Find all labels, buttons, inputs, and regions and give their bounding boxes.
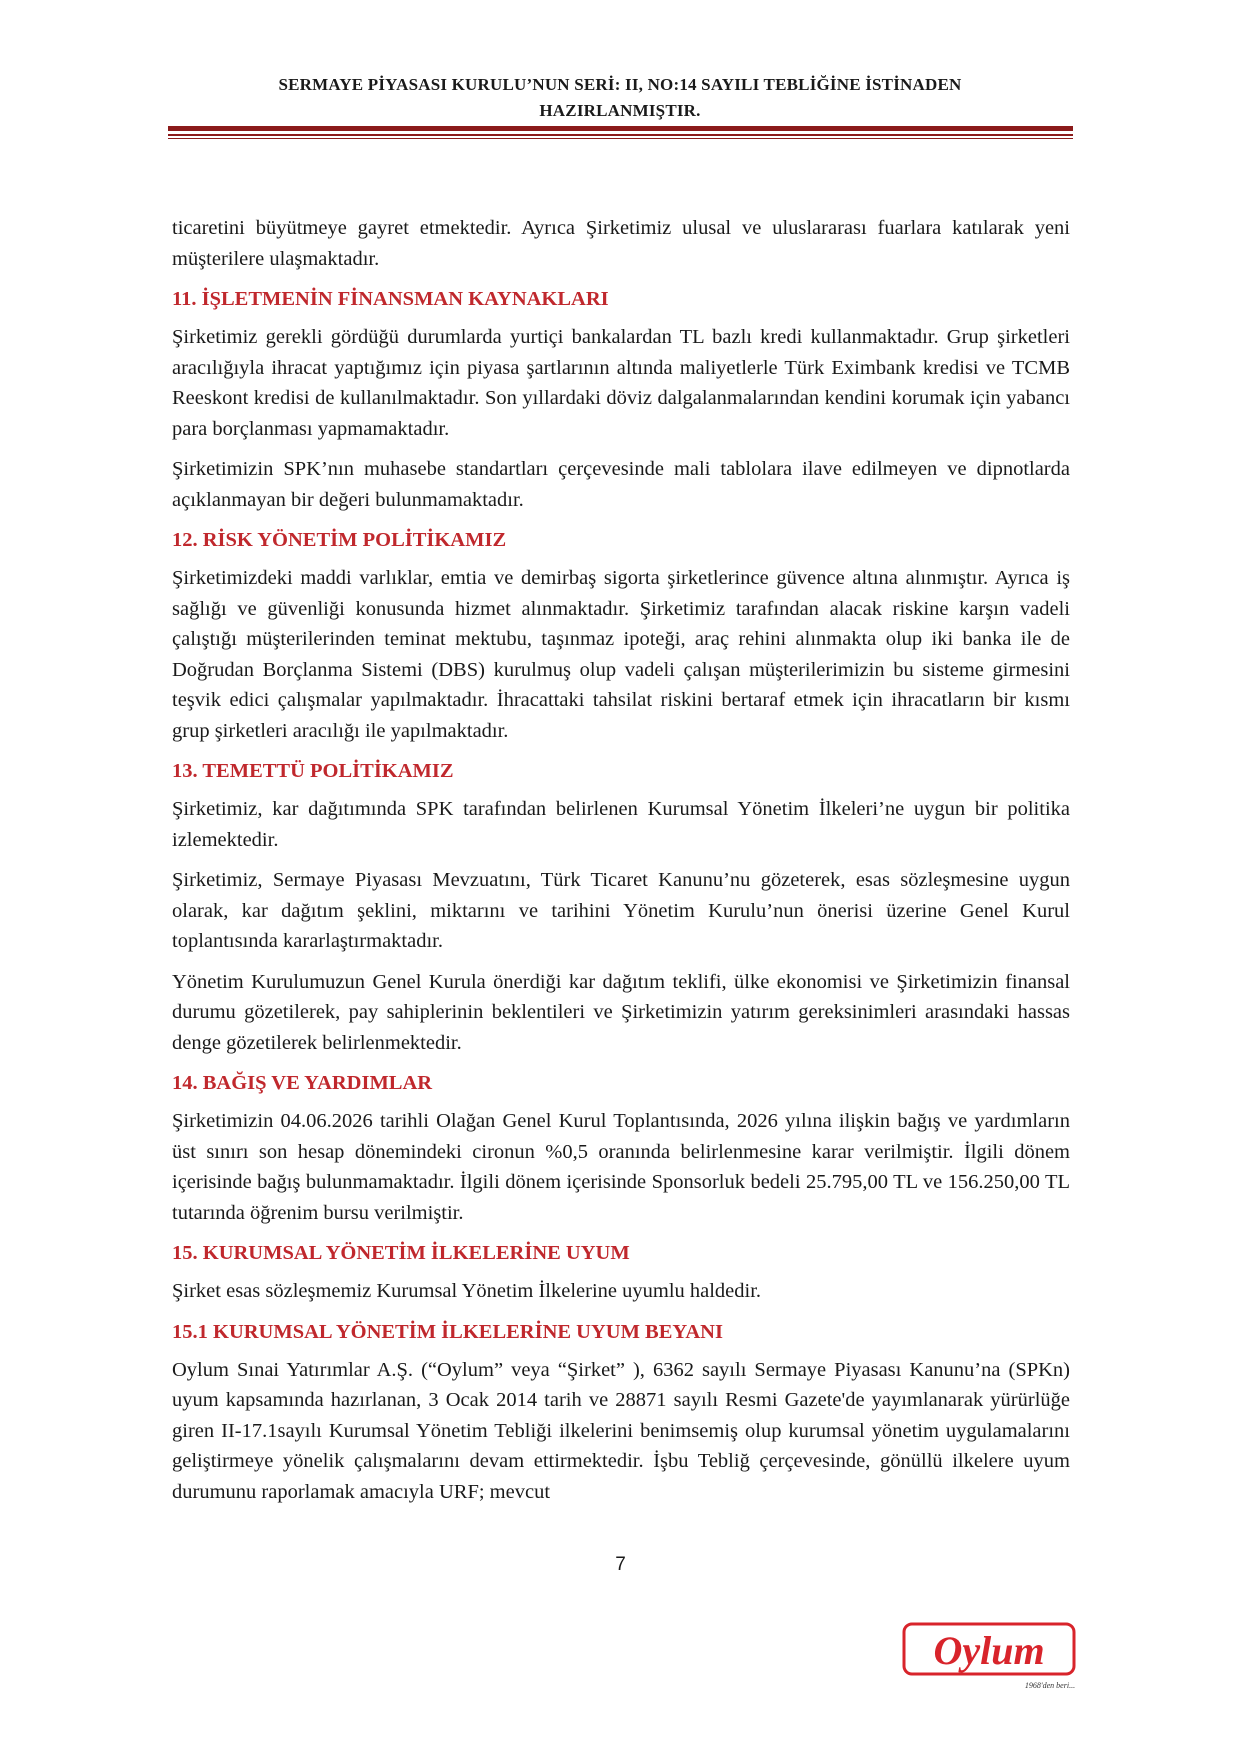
paragraph: Şirketimizin SPK’nın muhasebe standartları çerçevesinde mali tablolara ilave edilmeyen ve dipnotlarda açıklanmayan bir değeri bulunmamaktadır. (172, 458, 1070, 511)
paragraph: Şirketimiz, Sermaye Piyasası Mevzuatını, Türk Ticaret Kanunu’nu gözeterek, esas sözleşmesine uygun olarak, kar dağıtım şeklini, miktarını ve tarihini Yönetim Kurulu’nun önerisi üzerine Genel Kurul toplantısında kararlaştırmaktadır. (172, 869, 1070, 952)
logo-wordmark: Oylum (933, 1628, 1045, 1673)
paragraph: Şirketimizdeki maddi varlıklar, emtia ve demirbaş sigorta şirketlerince güvence altına alınmıştır. Ayrıca iş sağlığı ve güvenliği konusunda hizmet alınmaktadır. Şirketimiz tarafından alacak riskine karşın vadeli çalıştığı müşterilerinden teminat mektubu, taşınmaz ipoteği, araç rehini alınmakta olup iki banka ile de Doğrudan Borçlanma Sistemi (DBS) kurulmuş olup vadeli çalışan müşterilerimizin bu sisteme girmesini teşvik edici çalışmalar yapılmaktadır. İhracattaki tahsilat riskini bertaraf etmek için ihracatların bir kısmı grup şirketleri aracılığı ile yapılmaktadır. (172, 567, 1070, 742)
section-heading-14: 14. BAĞIŞ VE YARDIMLAR (172, 1072, 433, 1094)
section-heading-15-1: 15.1 KURUMSAL YÖNETİM İLKELERİNE UYUM BEYANI (172, 1320, 723, 1343)
logo-tagline: 1968'den beri... (1024, 1681, 1076, 1690)
paragraph: Şirket esas sözleşmemiz Kurumsal Yönetim İlkelerine uyumlu haldedir. (172, 1280, 762, 1302)
oylum-logo (900, 1612, 1080, 1692)
section-heading-15: 15. KURUMSAL YÖNETİM İLKELERİNE UYUM (172, 1242, 630, 1264)
page-number: 7 (615, 1554, 626, 1575)
section-heading-11: 11. İŞLETMENİN FİNANSMAN KAYNAKLARI (172, 288, 609, 310)
paragraph: ticaretini büyütmeye gayret etmektedir. Ayrıca Şirketimiz ulusal ve uluslararası fuarlara katılarak yeni müşterilere ulaşmaktadır. (172, 217, 1070, 270)
header-rule-thin (168, 138, 1073, 139)
header-line-2: HAZIRLANMIŞTIR. (539, 101, 701, 120)
document-body (172, 213, 1070, 1517)
paragraph: Yönetim Kurulumuzun Genel Kurula önerdiği kar dağıtım teklifi, ülke ekonomisi ve Şirketimizin finansal durumu gözetilerek, pay sahiplerinin beklentileri ve Şirketimizin yatırım gereksinimleri arasındaki hassas denge gözetilerek belirlenmektedir. (172, 970, 1070, 1054)
section-heading-12: 12. RİSK YÖNETİM POLİTİKAMIZ (172, 529, 507, 551)
paragraph: Oylum Sınai Yatırımlar A.Ş. (“Oylum” veya “Şirket” ), 6362 sayılı Sermaye Piyasası Kanunu’na (SPKn) uyum kapsamında hazırlanan, 3 Ocak 2014 tarih ve 28871 sayılı Resmi Gazete'de yayımlanarak yürürlüğe giren II-17.1sayılı Kurumsal Yönetim Tebliği ilkelerini benimsemiş olup kurumsal yönetim uygulamalarını geliştirmeye yönelik çalışmalarını devam ettirmektedir. İşbu Tebliğ çerçevesinde, gönüllü ilkelere uyum durumunu raporlamak amacıyla URF; mevcut (172, 1358, 1070, 1503)
section-heading-13: 13. TEMETTÜ POLİTİKAMIZ (172, 760, 454, 782)
header-line-1: SERMAYE PİYASASI KURULU’NUN SERİ: II, NO:14 SAYILI TEBLİĞİNE İSTİNADEN (278, 75, 962, 94)
header-rule-mid (168, 134, 1073, 136)
page-header (170, 72, 1070, 124)
paragraph: Şirketimiz gerekli gördüğü durumlarda yurtiçi bankalardan TL bazlı kredi kullanmaktadır. Grup şirketleri aracılığıyla ihracat yaptığımız için piyasa şartlarının altında maliyetlerle Türk Eximbank kredisi ve TCMB Reeskont kredisi de kullanılmaktadır. Son yıllardaki döviz dalgalanmalarından kendini korumak için yabancı para borçlanması yapmamaktadır. (172, 326, 1070, 440)
paragraph: Şirketimiz, kar dağıtımında SPK tarafından belirlenen Kurumsal Yönetim İlkeleri’ne uygun bir politika izlemektedir. (172, 798, 1070, 851)
header-rule-thick (168, 126, 1073, 131)
paragraph: Şirketimizin 04.06.2026 tarihli Olağan Genel Kurul Toplantısında, 2026 yılına ilişkin bağış ve yardımların üst sınırı son hesap dönemindeki cironun %0,5 oranında belirlenmesine karar verilmiştir. İlgili dönem içerisinde bağış bulunmamaktadır. İlgili dönem içerisinde Sponsorluk bedeli 25.795,00 TL ve 156.250,00 TL tutarında öğrenim bursu verilmiştir. (172, 1110, 1070, 1224)
